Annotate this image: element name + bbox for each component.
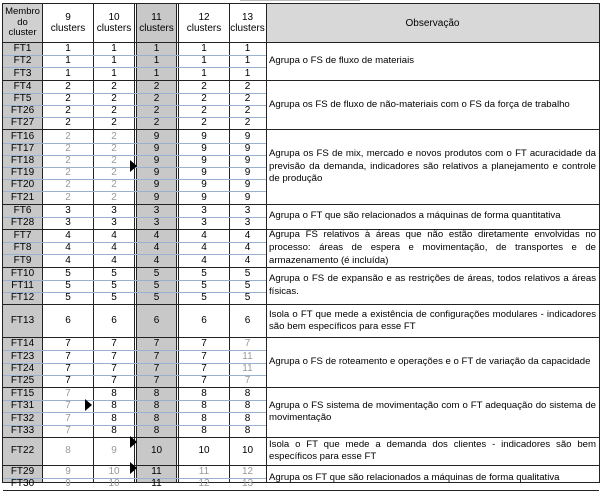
member-cell: FT15 — [10, 388, 35, 400]
observation-text — [269, 205, 596, 229]
member-cell: FT30 — [10, 478, 35, 490]
cluster-cell-13: 3 — [244, 204, 251, 216]
cluster-cell-11: 9 — [153, 154, 160, 166]
cluster-cell-10: 6 — [111, 315, 117, 327]
header-11-number: 11 — [151, 12, 162, 23]
cluster-cell-10: 2 — [111, 154, 117, 166]
cluster-cell-12: 9 — [201, 154, 207, 166]
member-cell: FT11 — [11, 279, 34, 291]
cluster-cell-10: 5 — [111, 292, 117, 304]
cluster-cell-10: 2 — [111, 167, 117, 179]
cluster-cell-12: 7 — [201, 362, 207, 374]
cluster-cell-10: 4 — [111, 242, 117, 254]
cluster-cell-10: 7 — [111, 350, 117, 362]
cluster-cell-12: 4 — [201, 254, 207, 266]
cluster-cell-12: 9 — [201, 130, 207, 142]
cluster-cell-9: 9 — [65, 478, 71, 490]
cluster-cell-9: 4 — [65, 242, 71, 254]
cluster-cell-11: 9 — [153, 167, 160, 179]
observation-label: Agrupa os FT que são relacionados a máquinas de forma qualitativa — [269, 471, 560, 483]
cluster-cell-12: 1 — [201, 67, 207, 79]
cluster-cell-10: 2 — [111, 179, 117, 191]
cluster-cell-13: 13 — [241, 478, 254, 490]
cluster-cell-13: 5 — [244, 267, 251, 279]
cluster-cell-10: 5 — [111, 267, 117, 279]
member-cell: FT12 — [10, 292, 35, 304]
cluster-cell-10: 5 — [111, 279, 117, 291]
cluster-cell-9: 3 — [65, 204, 71, 216]
cluster-cell-9: 5 — [65, 267, 71, 279]
cluster-cell-12: 7 — [201, 338, 207, 350]
cluster-cell-9: 4 — [65, 254, 71, 266]
member-cell: FT29 — [10, 465, 35, 477]
header-9-number: 9 — [65, 12, 71, 23]
cluster-cell-13: 11 — [242, 350, 253, 362]
member-cell: FT22 — [10, 445, 35, 457]
member-cell: FT4 — [13, 80, 32, 92]
cluster-cell-9: 2 — [65, 130, 71, 142]
cluster-cell-11: 7 — [153, 374, 160, 386]
cluster-cell-13: 1 — [244, 43, 251, 55]
cluster-cell-12: 2 — [201, 80, 207, 92]
cluster-cell-13: 7 — [244, 338, 251, 350]
observation-text — [269, 81, 596, 130]
cluster-cell-9: 1 — [65, 55, 71, 67]
cluster-cell-11: 8 — [153, 388, 160, 400]
header-12-number: 12 — [198, 12, 210, 23]
member-cell: FT13 — [10, 315, 35, 327]
cluster-cell-9: 2 — [65, 179, 71, 191]
cluster-cell-13: 10 — [241, 445, 254, 457]
header-member-line1: Membro — [5, 6, 40, 18]
member-cell: FT24 — [10, 362, 35, 374]
observation-label: Agrupa o FS de roteamento e operações e o FT de variação da capacidade — [269, 356, 591, 368]
cluster-cell-10: 4 — [111, 254, 117, 266]
cluster-cell-13: 6 — [244, 315, 251, 327]
cluster-cell-11: 9 — [153, 191, 160, 203]
cluster-cell-9: 9 — [65, 465, 71, 477]
cluster-cell-13: 9 — [244, 154, 251, 166]
cluster-cell-13: 2 — [244, 92, 251, 104]
header-observacao: Observação — [266, 4, 599, 42]
cluster-cell-12: 8 — [201, 388, 207, 400]
member-cell: FT21 — [10, 191, 35, 203]
cluster-cell-10: 1 — [111, 43, 117, 55]
cluster-cell-10: 10 — [108, 465, 120, 477]
cluster-cell-13: 3 — [244, 216, 251, 228]
cluster-cell-13: 1 — [244, 55, 251, 67]
member-cell: FT7 — [13, 230, 32, 242]
arrow-right-icon — [130, 462, 137, 474]
cluster-cell-12: 8 — [201, 400, 207, 412]
member-cell: FT17 — [10, 142, 35, 154]
cluster-cell-9: 4 — [65, 230, 71, 242]
cluster-cell-11: 1 — [153, 55, 160, 67]
member-cell: FT27 — [10, 117, 35, 129]
cluster-cell-9: 2 — [65, 117, 71, 129]
observation-text — [269, 338, 596, 387]
arrow-right-icon — [85, 399, 92, 411]
cluster-cell-10: 3 — [111, 204, 117, 216]
cluster-cell-12: 1 — [201, 55, 207, 67]
cluster-cell-10: 7 — [111, 338, 117, 350]
cluster-cell-13: 8 — [244, 412, 251, 424]
observation-text — [269, 230, 596, 267]
cluster-cell-12: 12 — [198, 478, 210, 490]
cluster-cell-9: 1 — [65, 43, 71, 55]
header-9-label: clusters — [50, 23, 86, 34]
observation-text — [269, 388, 596, 437]
member-cell: FT25 — [10, 374, 35, 386]
cluster-cell-11: 4 — [153, 254, 160, 266]
header-member — [3, 4, 42, 42]
cluster-cell-13: 9 — [244, 142, 251, 154]
cluster-cell-11: 4 — [153, 242, 160, 254]
cluster-cell-11: 9 — [153, 179, 160, 191]
header-13-label: clusters — [230, 23, 265, 34]
cluster-cell-13: 2 — [244, 117, 251, 129]
cluster-cell-10: 2 — [111, 80, 117, 92]
cluster-cell-12: 9 — [201, 179, 207, 191]
cluster-cell-12: 9 — [201, 167, 207, 179]
cluster-cell-11: 2 — [153, 92, 160, 104]
cluster-cell-10: 7 — [111, 362, 117, 374]
cluster-cell-13: 9 — [244, 191, 251, 203]
observation-label: Agrupa o FS sistema de movimentação com o FT adequação do sistema de movimentação — [269, 399, 596, 424]
cluster-cell-13: 1 — [244, 67, 251, 79]
cluster-cell-13: 7 — [244, 374, 251, 386]
cluster-cell-9: 7 — [65, 362, 71, 374]
cluster-cell-13: 5 — [244, 292, 251, 304]
cluster-cell-11: 8 — [153, 412, 160, 424]
cluster-cell-9: 1 — [65, 67, 71, 79]
cluster-cell-9: 2 — [65, 154, 71, 166]
cluster-cell-12: 3 — [201, 204, 207, 216]
cluster-cell-13: 5 — [244, 279, 251, 291]
cluster-cell-13: 2 — [244, 105, 251, 117]
cluster-cell-11: 5 — [153, 292, 160, 304]
cluster-cell-12: 8 — [201, 424, 207, 436]
cluster-cell-11: 8 — [153, 400, 160, 412]
cluster-cell-9: 2 — [65, 92, 71, 104]
cluster-cell-11: 7 — [153, 350, 160, 362]
cluster-cell-11: 5 — [153, 279, 160, 291]
cluster-cell-11: 1 — [153, 67, 160, 79]
member-cell: FT20 — [10, 179, 35, 191]
cluster-cell-12: 2 — [201, 117, 207, 129]
cluster-cell-11: 6 — [153, 315, 160, 327]
cluster-cell-13: 11 — [242, 362, 253, 374]
cluster-cell-12: 2 — [201, 105, 207, 117]
member-cell: FT1 — [13, 43, 32, 55]
cluster-cell-11: 2 — [153, 80, 160, 92]
cluster-cell-9: 7 — [65, 388, 71, 400]
cluster-cell-9: 7 — [65, 412, 71, 424]
observation-text — [269, 268, 596, 305]
cluster-cell-11: 8 — [153, 424, 160, 436]
cluster-cell-9: 2 — [65, 105, 71, 117]
header-11-clusters — [137, 4, 176, 42]
cluster-cell-10: 8 — [111, 424, 117, 436]
header-13-number: 13 — [241, 12, 254, 23]
member-cell: FT31 — [10, 400, 35, 412]
observation-text — [269, 466, 596, 490]
observation-text — [269, 130, 596, 203]
cluster-cell-12: 7 — [201, 374, 207, 386]
cluster-cell-13: 9 — [244, 179, 251, 191]
cluster-cell-13: 8 — [244, 424, 251, 436]
cluster-cell-9: 2 — [65, 167, 71, 179]
cluster-cell-11: 3 — [153, 204, 160, 216]
observation-label: Isola o FT que mede a demanda dos clientes - indicadores são bem específicos para esse FT — [269, 438, 596, 463]
member-cell: FT10 — [10, 267, 35, 279]
cluster-cell-10: 2 — [111, 191, 117, 203]
cluster-cell-13: 4 — [244, 254, 251, 266]
member-cell: FT5 — [13, 92, 32, 104]
cluster-cell-12: 8 — [201, 412, 207, 424]
cluster-cell-12: 5 — [201, 279, 207, 291]
cluster-cell-12: 10 — [198, 445, 210, 457]
cluster-cell-12: 9 — [201, 142, 207, 154]
cluster-cell-10: 8 — [111, 388, 117, 400]
arrow-right-icon — [130, 436, 137, 448]
observation-text — [269, 305, 596, 337]
cluster-cell-11: 2 — [153, 117, 160, 129]
header-member-line3: cluster — [8, 27, 37, 39]
header-12-clusters — [179, 4, 229, 42]
observation-label: Isola o FT que mede a existência de configurações modulares - indicadores são bem específicos para esse FT — [269, 308, 596, 333]
cluster-cell-10: 2 — [111, 130, 117, 142]
cluster-cell-10: 3 — [111, 216, 117, 228]
member-cell: FT6 — [13, 204, 32, 216]
cluster-cell-11: 7 — [153, 338, 160, 350]
cluster-cell-13: 12 — [241, 465, 254, 477]
cluster-cell-12: 6 — [201, 315, 207, 327]
header-11-label: clusters — [139, 23, 174, 34]
cluster-cell-9: 8 — [65, 445, 71, 457]
cluster-cell-9: 5 — [65, 292, 71, 304]
cluster-cell-11: 4 — [153, 230, 160, 242]
observation-label: Agrupa os FS de mix, mercado e novos produtos com o FT acuracidade da previsão da demanda, indicadores são relativos a planejamento e controle de produção — [269, 148, 596, 185]
member-cell: FT19 — [10, 167, 35, 179]
cluster-cell-12: 1 — [201, 43, 207, 55]
member-cell: FT9 — [13, 254, 32, 266]
cluster-cell-10: 4 — [111, 230, 117, 242]
member-cell: FT2 — [13, 55, 32, 67]
observation-label: Agrupa os FS de fluxo de não-materiais com o FS da força de trabalho — [269, 98, 570, 110]
member-cell: FT16 — [10, 130, 35, 142]
cluster-cell-9: 2 — [65, 191, 71, 203]
cluster-cell-12: 5 — [201, 267, 207, 279]
member-cell: FT3 — [13, 67, 32, 79]
cluster-cell-12: 11 — [198, 465, 210, 477]
cluster-cell-11: 7 — [153, 362, 160, 374]
member-cell: FT26 — [10, 105, 35, 117]
arrow-right-icon — [130, 160, 137, 172]
cluster-cell-12: 2 — [201, 92, 207, 104]
member-cell: FT8 — [13, 242, 32, 254]
header-10-clusters — [94, 4, 134, 42]
observation-text — [269, 43, 596, 80]
header-10-label: clusters — [96, 23, 132, 34]
cluster-cell-10: 10 — [108, 478, 120, 490]
cluster-cell-12: 7 — [201, 350, 207, 362]
cluster-cell-10: 8 — [111, 412, 117, 424]
cluster-cell-11: 5 — [153, 267, 160, 279]
cluster-cell-13: 9 — [244, 130, 251, 142]
cluster-cell-10: 9 — [111, 445, 117, 457]
cluster-cell-9: 7 — [65, 424, 71, 436]
cluster-cell-12: 5 — [201, 292, 207, 304]
header-member-line2: do — [17, 16, 28, 28]
cluster-cell-10: 8 — [111, 400, 117, 412]
member-cell: FT23 — [10, 350, 35, 362]
member-cell: FT33 — [10, 424, 35, 436]
observation-text — [269, 438, 596, 465]
cluster-cell-9: 3 — [65, 216, 71, 228]
cluster-cell-12: 9 — [201, 191, 207, 203]
member-cell: FT18 — [10, 154, 35, 166]
member-cell: FT14 — [10, 338, 35, 350]
cluster-cell-9: 5 — [65, 279, 71, 291]
cluster-cell-11: 10 — [150, 445, 163, 457]
header-9-clusters — [43, 4, 93, 42]
cluster-cell-10: 2 — [111, 117, 117, 129]
cluster-cell-11: 2 — [153, 105, 160, 117]
cluster-cell-10: 1 — [111, 55, 117, 67]
cluster-cell-12: 4 — [201, 230, 207, 242]
cluster-cell-13: 4 — [244, 242, 251, 254]
cluster-cell-10: 1 — [111, 67, 117, 79]
cluster-cell-11: 9 — [153, 130, 160, 142]
cluster-cell-11: 3 — [153, 216, 160, 228]
cluster-cell-11: 1 — [153, 43, 160, 55]
cluster-cell-9: 7 — [65, 400, 71, 412]
cluster-cell-10: 2 — [111, 142, 117, 154]
header-12-label: clusters — [186, 23, 222, 34]
header-10-number: 10 — [108, 12, 120, 23]
cluster-cell-12: 4 — [201, 242, 207, 254]
cluster-cell-9: 6 — [65, 315, 71, 327]
cluster-cell-9: 7 — [65, 350, 71, 362]
cluster-cell-11: 9 — [153, 142, 160, 154]
observation-label: Agrupa FS relativos à áreas que não estão diretamente envolvidas no processo: áreas de espera e movimentação, de transportes e de armazenamento (é incluída) — [269, 229, 596, 266]
cluster-cell-13: 8 — [244, 400, 251, 412]
observation-label: Agrupa o FS de expansão e as restrições de áreas, todos relativos a áreas físicas. — [269, 273, 596, 297]
cluster-cell-9: 2 — [65, 142, 71, 154]
cluster-cell-9: 7 — [65, 374, 71, 386]
member-cell: FT28 — [10, 216, 35, 228]
observation-label: Agrupa o FS de fluxo de materiais — [269, 55, 415, 66]
cluster-cell-13: 9 — [244, 167, 251, 179]
cluster-table — [2, 3, 600, 490]
cluster-cell-13: 8 — [244, 388, 251, 400]
cluster-cell-9: 7 — [65, 338, 71, 350]
cluster-cell-10: 2 — [111, 105, 117, 117]
observation-label: Agrupa o FT que são relacionados a máquinas de forma quantitativa — [269, 210, 561, 222]
cluster-cell-13: 4 — [244, 230, 251, 242]
cluster-cell-10: 7 — [111, 374, 117, 386]
cluster-cell-11: 11 — [151, 478, 162, 490]
header-13-clusters — [229, 4, 266, 42]
member-cell: FT32 — [10, 412, 35, 424]
cluster-cell-13: 2 — [244, 80, 251, 92]
cluster-cell-10: 2 — [111, 92, 117, 104]
cluster-cell-12: 3 — [201, 216, 207, 228]
cluster-cell-11: 11 — [151, 465, 162, 477]
cluster-cell-9: 2 — [65, 80, 71, 92]
